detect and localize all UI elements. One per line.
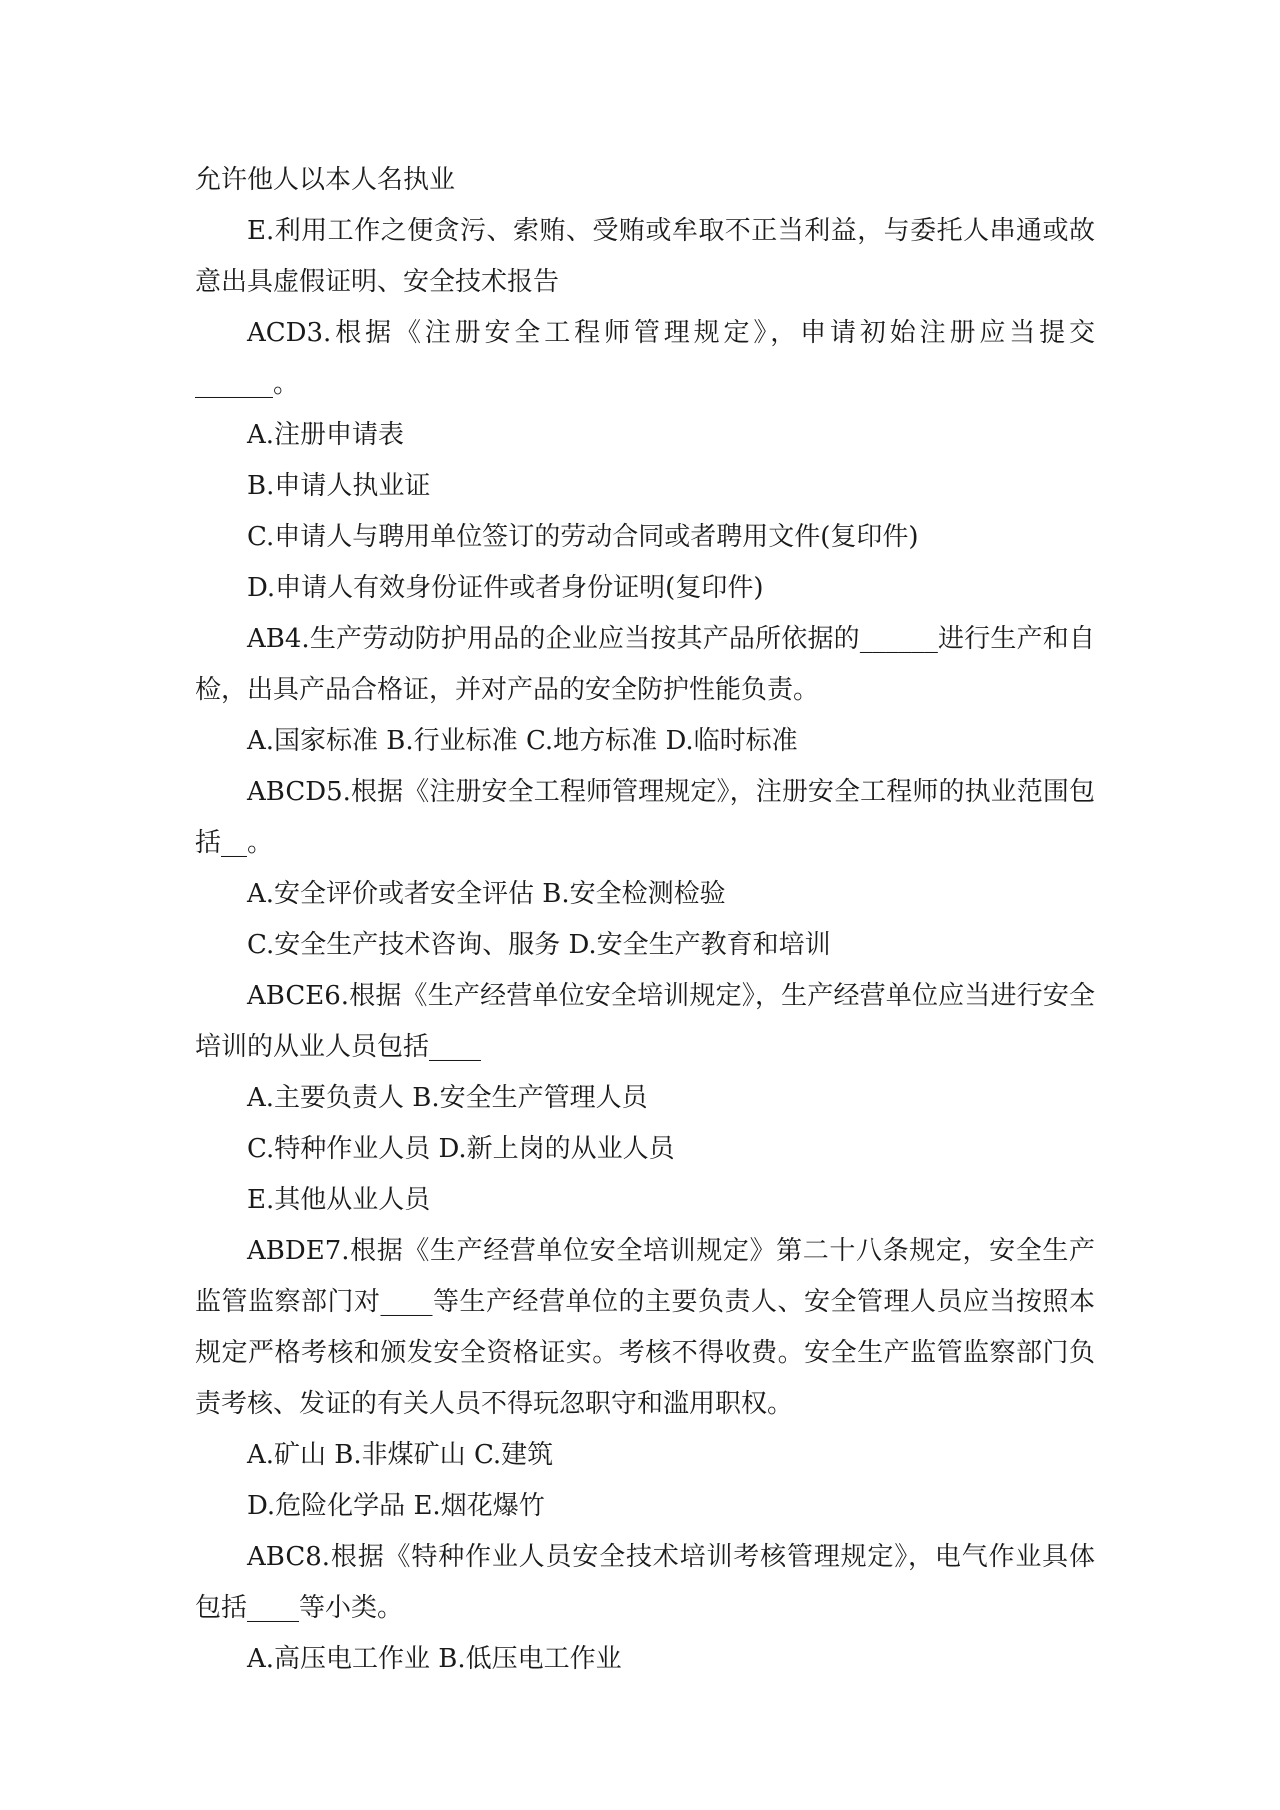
answer-options: A.高压电工作业 B.低压电工作业 [247, 1644, 622, 1674]
question-4: AB4.生产劳动防护用品的企业应当按其产品所依据的______进行生产和自检，出具产品合格证，并对产品的安全防护性能负责。 [195, 624, 1095, 705]
question-8: ABC8.根据《特种作业人员安全技术培训考核管理规定》，电气作业具体包括____等小类。 [195, 1542, 1095, 1623]
answer-option: B.申请人执业证 [247, 471, 431, 501]
question-3: ACD3.根据《注册安全工程师管理规定》，申请初始注册应当提交______。 [195, 318, 1095, 399]
answer-option: C.申请人与聘用单位签订的劳动合同或者聘用文件(复印件) [247, 522, 919, 552]
answer-option: E.利用工作之便贪污、索贿、受贿或牟取不正当利益，与委托人串通或故意出具虚假证明、安全技术报告 [195, 216, 1095, 297]
answer-options: C.安全生产技术咨询、服务 D.安全生产教育和培训 [247, 930, 831, 960]
answer-option: A.注册申请表 [247, 420, 405, 450]
answer-options: A.主要负责人 B.安全生产管理人员 [247, 1083, 648, 1113]
question-7: ABDE7.根据《生产经营单位安全培训规定》第二十八条规定，安全生产监管监察部门对____等生产经营单位的主要负责人、安全管理人员应当按照本规定严格考核和颁发安全资格证实。考核不得收费。安全生产监管监察部门负责考核、发证的有关人员不得玩忽职守和滥用职权。 [195, 1236, 1095, 1419]
answer-options: C.特种作业人员 D.新上岗的从业人员 [247, 1134, 675, 1164]
answer-options: A.矿山 B.非煤矿山 C.建筑 [247, 1440, 554, 1470]
answer-options: D.危险化学品 E.烟花爆竹 [247, 1491, 545, 1521]
paragraph: 允许他人以本人名执业 [195, 165, 456, 195]
question-5: ABCD5.根据《注册安全工程师管理规定》，注册安全工程师的执业范围包括__。 [195, 777, 1095, 858]
question-6: ABCE6.根据《生产经营单位安全培训规定》，生产经营单位应当进行安全培训的从业人员包括____ [195, 981, 1095, 1062]
document-body [195, 155, 1095, 1685]
answer-options: A.安全评价或者安全评估 B.安全检测检验 [247, 879, 726, 909]
answer-options: A.国家标准 B.行业标准 C.地方标准 D.临时标准 [247, 726, 798, 756]
answer-option: E.其他从业人员 [247, 1185, 431, 1215]
answer-option: D.申请人有效身份证件或者身份证明(复印件) [247, 573, 764, 603]
